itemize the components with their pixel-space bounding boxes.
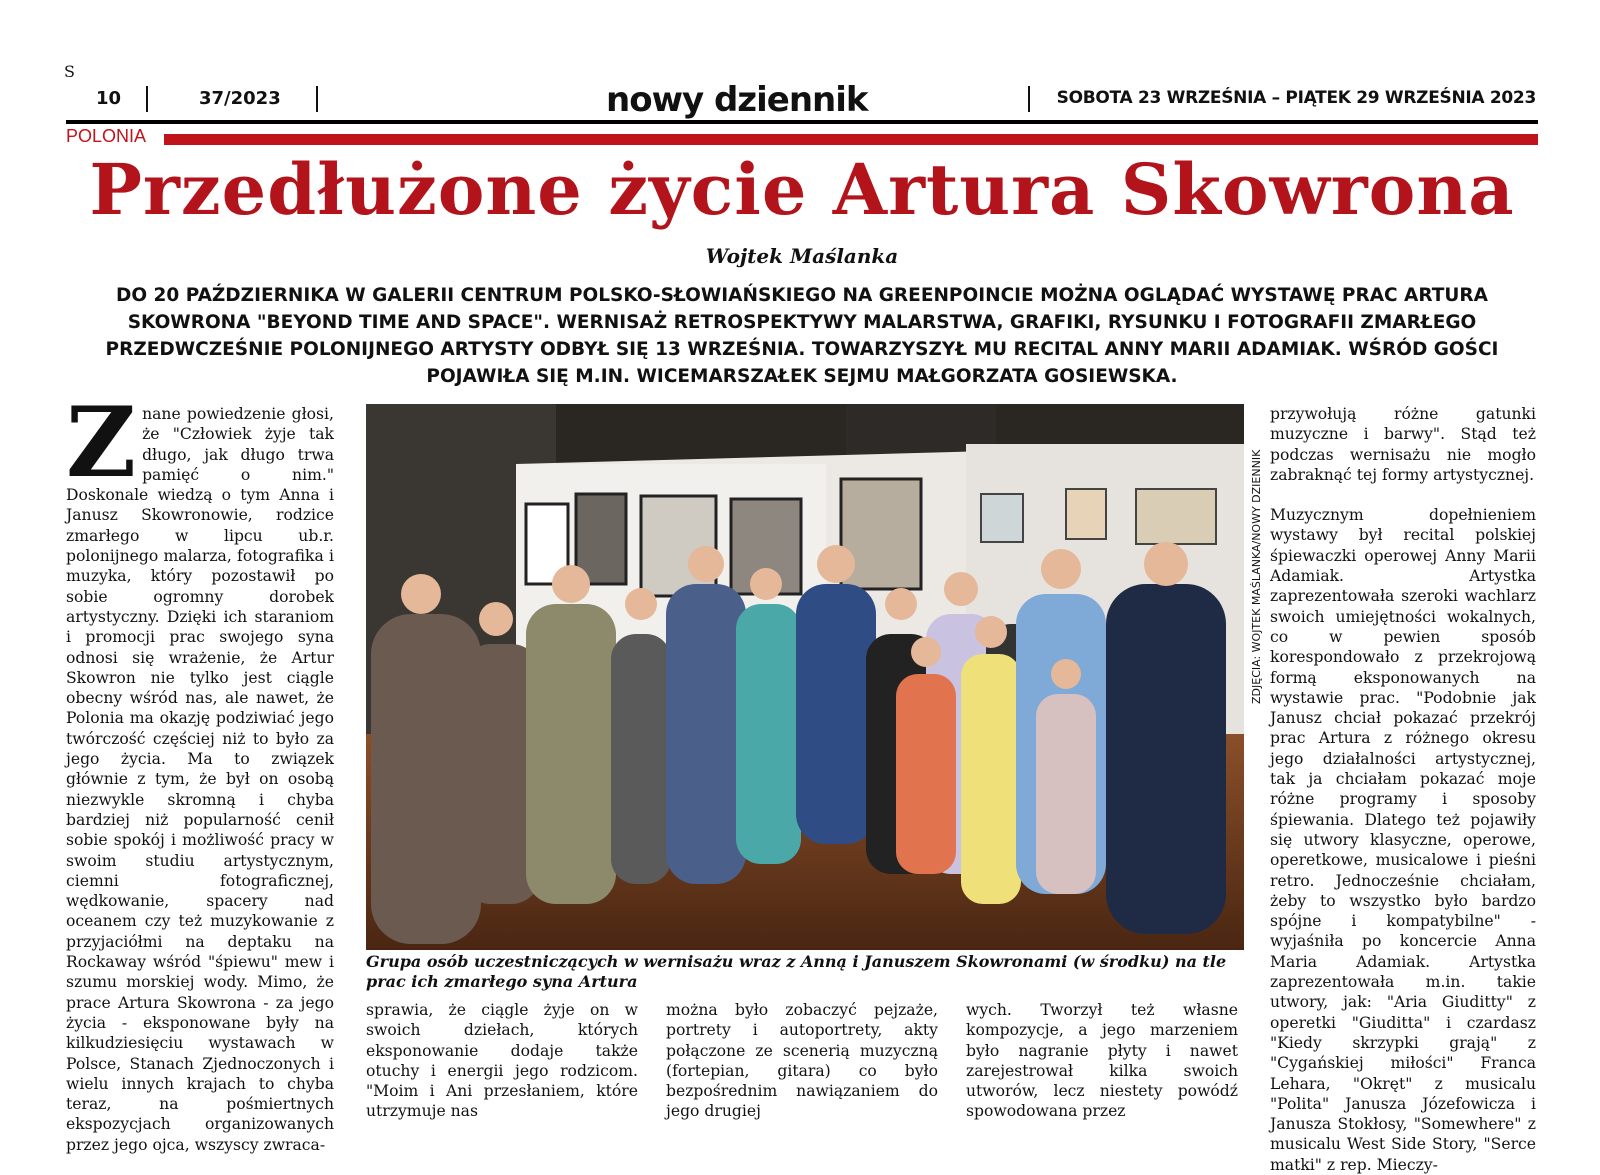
page-number: 10 (96, 88, 122, 109)
masthead (66, 80, 1536, 120)
article-column-5 (1270, 404, 1536, 1174)
column-1-text: nane powiedzenie głosi, że "Człowiek żyje tak długo, jak długo trwa pamięć o nim." Doskonale wiedzą o tym Anna i Janusz Skowronowie, rodzice zmarłego w lipcu ub.r. polonijnego malarza, fotografika i muzyka, który pozostawił po sobie ogromny dorobek artystyczny. Dzięki ich staraniom i promocji prac swojego syna odnosi się wrażenie, że Artur Skowron nie tylko jest ciągle obecny wśród nas, ale nawet, że Polonia ma okazję podziwiać jego twórczość częściej niż to było za jego życia. Ma to związek głównie z tym, że był on osobą niezwykle skromną i chyba bardziej niż popularność cenił sobie spokój i możliwość pracy w swoim studiu artystycznym, ciemni fotograficznej, wędkowanie, spacery nad oceanem czy też muzykowanie z przyjaciółmi na deptaku na Rockaway wśród "śpiewu" mew i szumu morskiej wody. Mimo, że prace Artura Skowrona - za jego życia - eksponowane były na kilkudziesięciu wystawach w Polsce, Stanach Zjednoczonych i wielu innych krajach to chyba teraz, na pośmiertnych ekspozycjach organizowanych przez jego ojca, wszyscy zwraca- (66, 405, 334, 1154)
column-3-text: można było zobaczyć pejzaże, portrety i autoportrety, akty połączone ze scenerią muzyczną (fortepian, gitara) co było bezpośrednim nawiązaniem do jego drugiej (666, 1001, 938, 1121)
drop-cap: Z (66, 386, 137, 499)
masthead-divider (1028, 86, 1030, 112)
photo-credit-text: ZDJĘCIA: WOJTEK MAŚLANKA/NOWY DZIENNIK (1250, 449, 1263, 704)
photo-caption: Grupa osób uczestniczących w wernisażu wraz z Anną i Januszem Skowronami (w środku) na tle prac ich zmarłego syna Artura (366, 952, 1227, 991)
masthead-divider (146, 86, 148, 112)
corner-mark: S (64, 62, 75, 81)
column-5-paragraph-1: przywołują różne gatunki muzyczne i barwy". Stąd też podczas wernisażu nie mogło zabraknąć tej formy artystycznej. (1270, 405, 1536, 484)
section-rule (164, 134, 1538, 145)
section-label: POLONIA (66, 126, 147, 146)
masthead-rule (66, 120, 1538, 124)
article-column-3 (666, 1000, 938, 1123)
lead-paragraph: DO 20 PAŹDZIERNIKA W GALERII CENTRUM POLSKO-SŁOWIAŃSKIEGO NA GREENPOINCIE MOŻNA OGLĄDAĆ WYSTAWĘ PRAC ARTURA SKOWRONA "BEYOND TIME AND SPACE". WERNISAŻ RETROSPEKTYWY MALARSTWA, GRAFIKI, RYSUNKU I FOTOGRAFII ZMARŁEGO PRZEDWCZEŚNIE POLONIJNEGO ARTYSTY ODBYŁ SIĘ 13 WRZEŚNIA. TOWARZYSZYŁ MU RECITAL ANNY MARII ADAMIAK. WŚRÓD GOŚCI POJAWIŁA SIĘ M.IN. WICEMARSZAŁEK SEJMU MAŁGORZATA GOSIEWSKA. (105, 285, 1499, 387)
article-column-1 (66, 386, 334, 1154)
issue-dates: SOBOTA 23 WRZEŚNIA – PIĄTEK 29 WRZEŚNIA 2023 (1056, 88, 1536, 108)
article-column-4 (966, 1000, 1238, 1123)
photo-credit (1236, 404, 1263, 704)
column-2-text: sprawia, że ciągle żyje on w swoich dziełach, których eksponowanie dodaje także otuchy i energii jego rodzicom. "Moim i Ani przesłaniem, które utrzymuje nas (366, 1001, 638, 1121)
column-4-text: wych. Tworzył też własne kompozycje, a jego marzeniem było nagranie płyty i nawet zarejestrował kilka swoich utworów, lecz niestety powódź spowodowana przez (966, 1001, 1238, 1121)
issue-number: 37/2023 (199, 88, 281, 109)
paper-logo: nowy dziennik (606, 80, 868, 120)
column-5-paragraph-2: Muzycznym dopełnieniem wystawy był recital polskiej śpiewaczki operowej Anny Marii Adamiak. Artystka zaprezentowała szeroki wachlarz swoich umiejętności wokalnych, co w pewien sposób korespondowało z przekrojową formą eksponowanych na wystawie prac. "Podobnie jak Janusz chciał pokazać przekrój prac Artura z różnego okresu jego działalności artystycznej, tak ja chciałam pokazać moje różne programy i sposoby śpiewania. Dlatego też pojawiły się utwory klasyczne, operowe, operetkowe, musicalowe i pieśni retro. Jednocześnie chciałam, żeby to wszystko było bardzo spójne i kompatybilne" - wyjaśniła po koncercie Anna Maria Adamiak. Artystka zaprezentowała m.in. takie utwory, jak: "Aria Giuditty" z operetki "Giuditta" i czardasz "Kiedy skrzypki grają" z "Cygańskiej miłości" Franca Lehara, "Okręt" z musicalu "Polita" Janusza Józefowicza i Janusza Stokłosy, "Somewhere" z musicalu West Side Story, "Serce matki" z rep. Mieczy- (1270, 506, 1536, 1174)
group-photo (366, 404, 1244, 950)
headline: Przedłużone życie Artura Skowrona (89, 148, 1515, 231)
article-column-2 (366, 1000, 638, 1123)
masthead-divider (316, 86, 318, 112)
byline: Wojtek Maślanka (705, 244, 899, 268)
